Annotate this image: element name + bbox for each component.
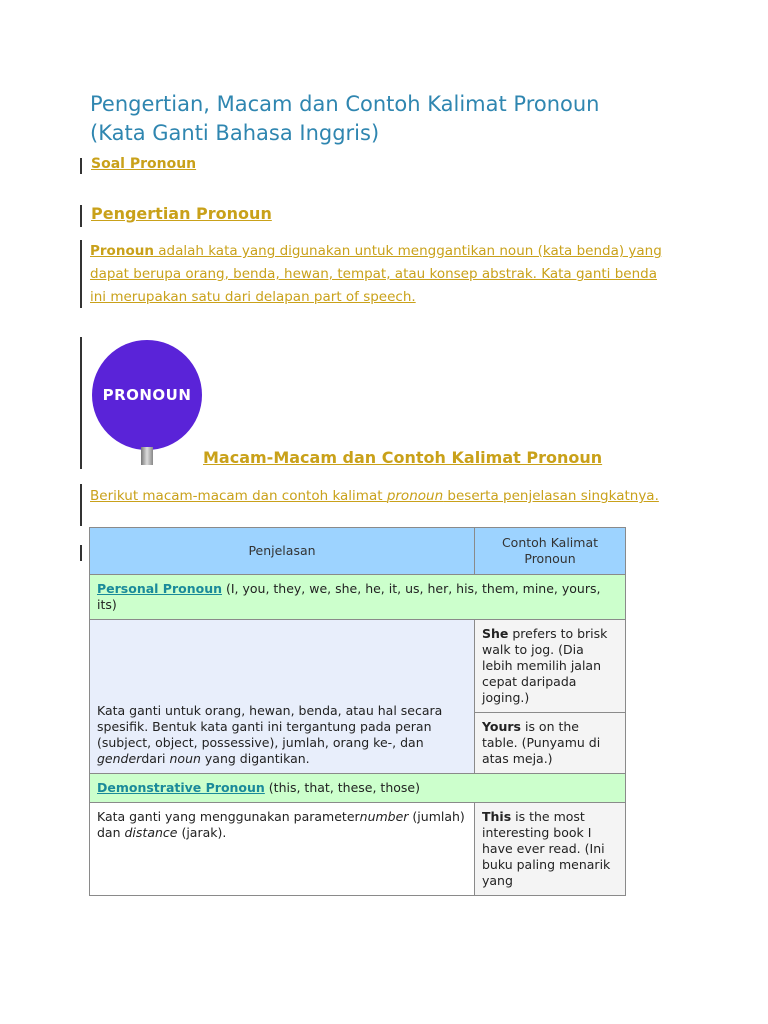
category-personal-cell (90, 575, 626, 620)
demo-desc-part3: (jarak). (177, 825, 227, 840)
pronoun-badge-text: PRONOUN (102, 386, 192, 404)
personal-description (90, 620, 475, 774)
demo-desc-italic1: number (359, 809, 409, 824)
soal-pronoun-link[interactable]: Soal Pronoun (91, 156, 197, 172)
personal-desc-part3: yang digantikan. (200, 751, 310, 766)
section-heading-macam: Macam-Macam dan Contoh Kalimat Pronoun (203, 448, 603, 467)
pronoun-table (89, 527, 626, 896)
intro-paragraph (90, 484, 660, 508)
definition-term: Pronoun (90, 243, 154, 259)
demo-desc-part1: Kata ganti yang menggunakan parameter (97, 809, 360, 824)
personal-ex2-bold: Yours (482, 719, 521, 734)
personal-ex1-bold: She (482, 626, 509, 641)
intro-italic: pronoun (386, 488, 444, 504)
personal-desc-italic2: noun (169, 751, 201, 766)
definition-text: adalah kata yang digunakan untuk menggantikan noun (kata benda) yang dapat berupa orang, benda, hewan, tempat, atau konsep abstrak. Kata ganti benda ini merupakan satu dari delapan part of speech. (90, 243, 662, 305)
intro-margin-bar (80, 484, 82, 526)
table-margin-bar (80, 545, 82, 561)
header-penjelasan: Penjelasan (90, 528, 475, 575)
table-row (90, 620, 626, 713)
demo-ex1-bold: This (482, 809, 512, 824)
page-title (90, 90, 690, 148)
page-title-line1: Pengertian, Macam dan Contoh Kalimat Pronoun (90, 92, 600, 116)
demonstrative-pronoun-list: (this, that, these, those) (264, 780, 420, 795)
personal-ex2-rest: is on the table. (Punyamu di atas meja.) (482, 719, 601, 766)
category-demonstrative-cell (90, 774, 626, 803)
category-row-personal (90, 575, 626, 620)
demonstrative-example-1 (475, 803, 626, 896)
intro-before: Berikut macam-macam dan contoh kalimat (90, 488, 387, 504)
definition-margin-bar (80, 240, 82, 308)
demo-desc-italic2: distance (124, 825, 178, 840)
category-row-demonstrative (90, 774, 626, 803)
demonstrative-description (90, 803, 475, 896)
demo-ex1-rest: is the most interesting book I have ever read. (Ini buku paling menarik yang (482, 809, 611, 888)
pronoun-badge-image (92, 340, 202, 450)
personal-desc-italic1: gender (97, 751, 142, 766)
page-title-line2: (Kata Ganti Bahasa Inggris) (90, 121, 380, 145)
badge-pole (141, 447, 153, 465)
definition-paragraph (90, 240, 670, 309)
personal-desc-part1: Kata ganti untuk orang, hewan, benda, atau hal secara spesifik. Bentuk kata ganti ini tergantung pada peran (subject, object, possessive), jumlah, orang ke-, dan (97, 703, 443, 750)
section1-margin-bar (80, 205, 82, 227)
personal-pronoun-list: (I, you, they, we, she, he, it, us, her, his, them, mine, yours, its) (97, 581, 601, 612)
personal-example-2 (475, 713, 626, 774)
header-contoh: Contoh Kalimat Pronoun (475, 528, 626, 575)
personal-desc-part2: dari (141, 751, 170, 766)
demonstrative-pronoun-link[interactable]: Demonstrative Pronoun (97, 780, 265, 795)
personal-pronoun-link[interactable]: Personal Pronoun (97, 581, 222, 596)
personal-ex1-rest: prefers to brisk walk to jog. (Dia lebih memilih jalan cepat daripada joging.) (482, 626, 608, 705)
table-header-row (90, 528, 626, 575)
demo-desc-part2: (jumlah) dan (97, 809, 465, 840)
intro-after: beserta penjelasan singkatnya. (443, 488, 659, 504)
section-heading-pengertian: Pengertian Pronoun (91, 204, 272, 223)
title-margin-bar (80, 158, 82, 174)
personal-example-1 (475, 620, 626, 713)
table-row (90, 803, 626, 896)
image-margin-bar (80, 337, 82, 469)
